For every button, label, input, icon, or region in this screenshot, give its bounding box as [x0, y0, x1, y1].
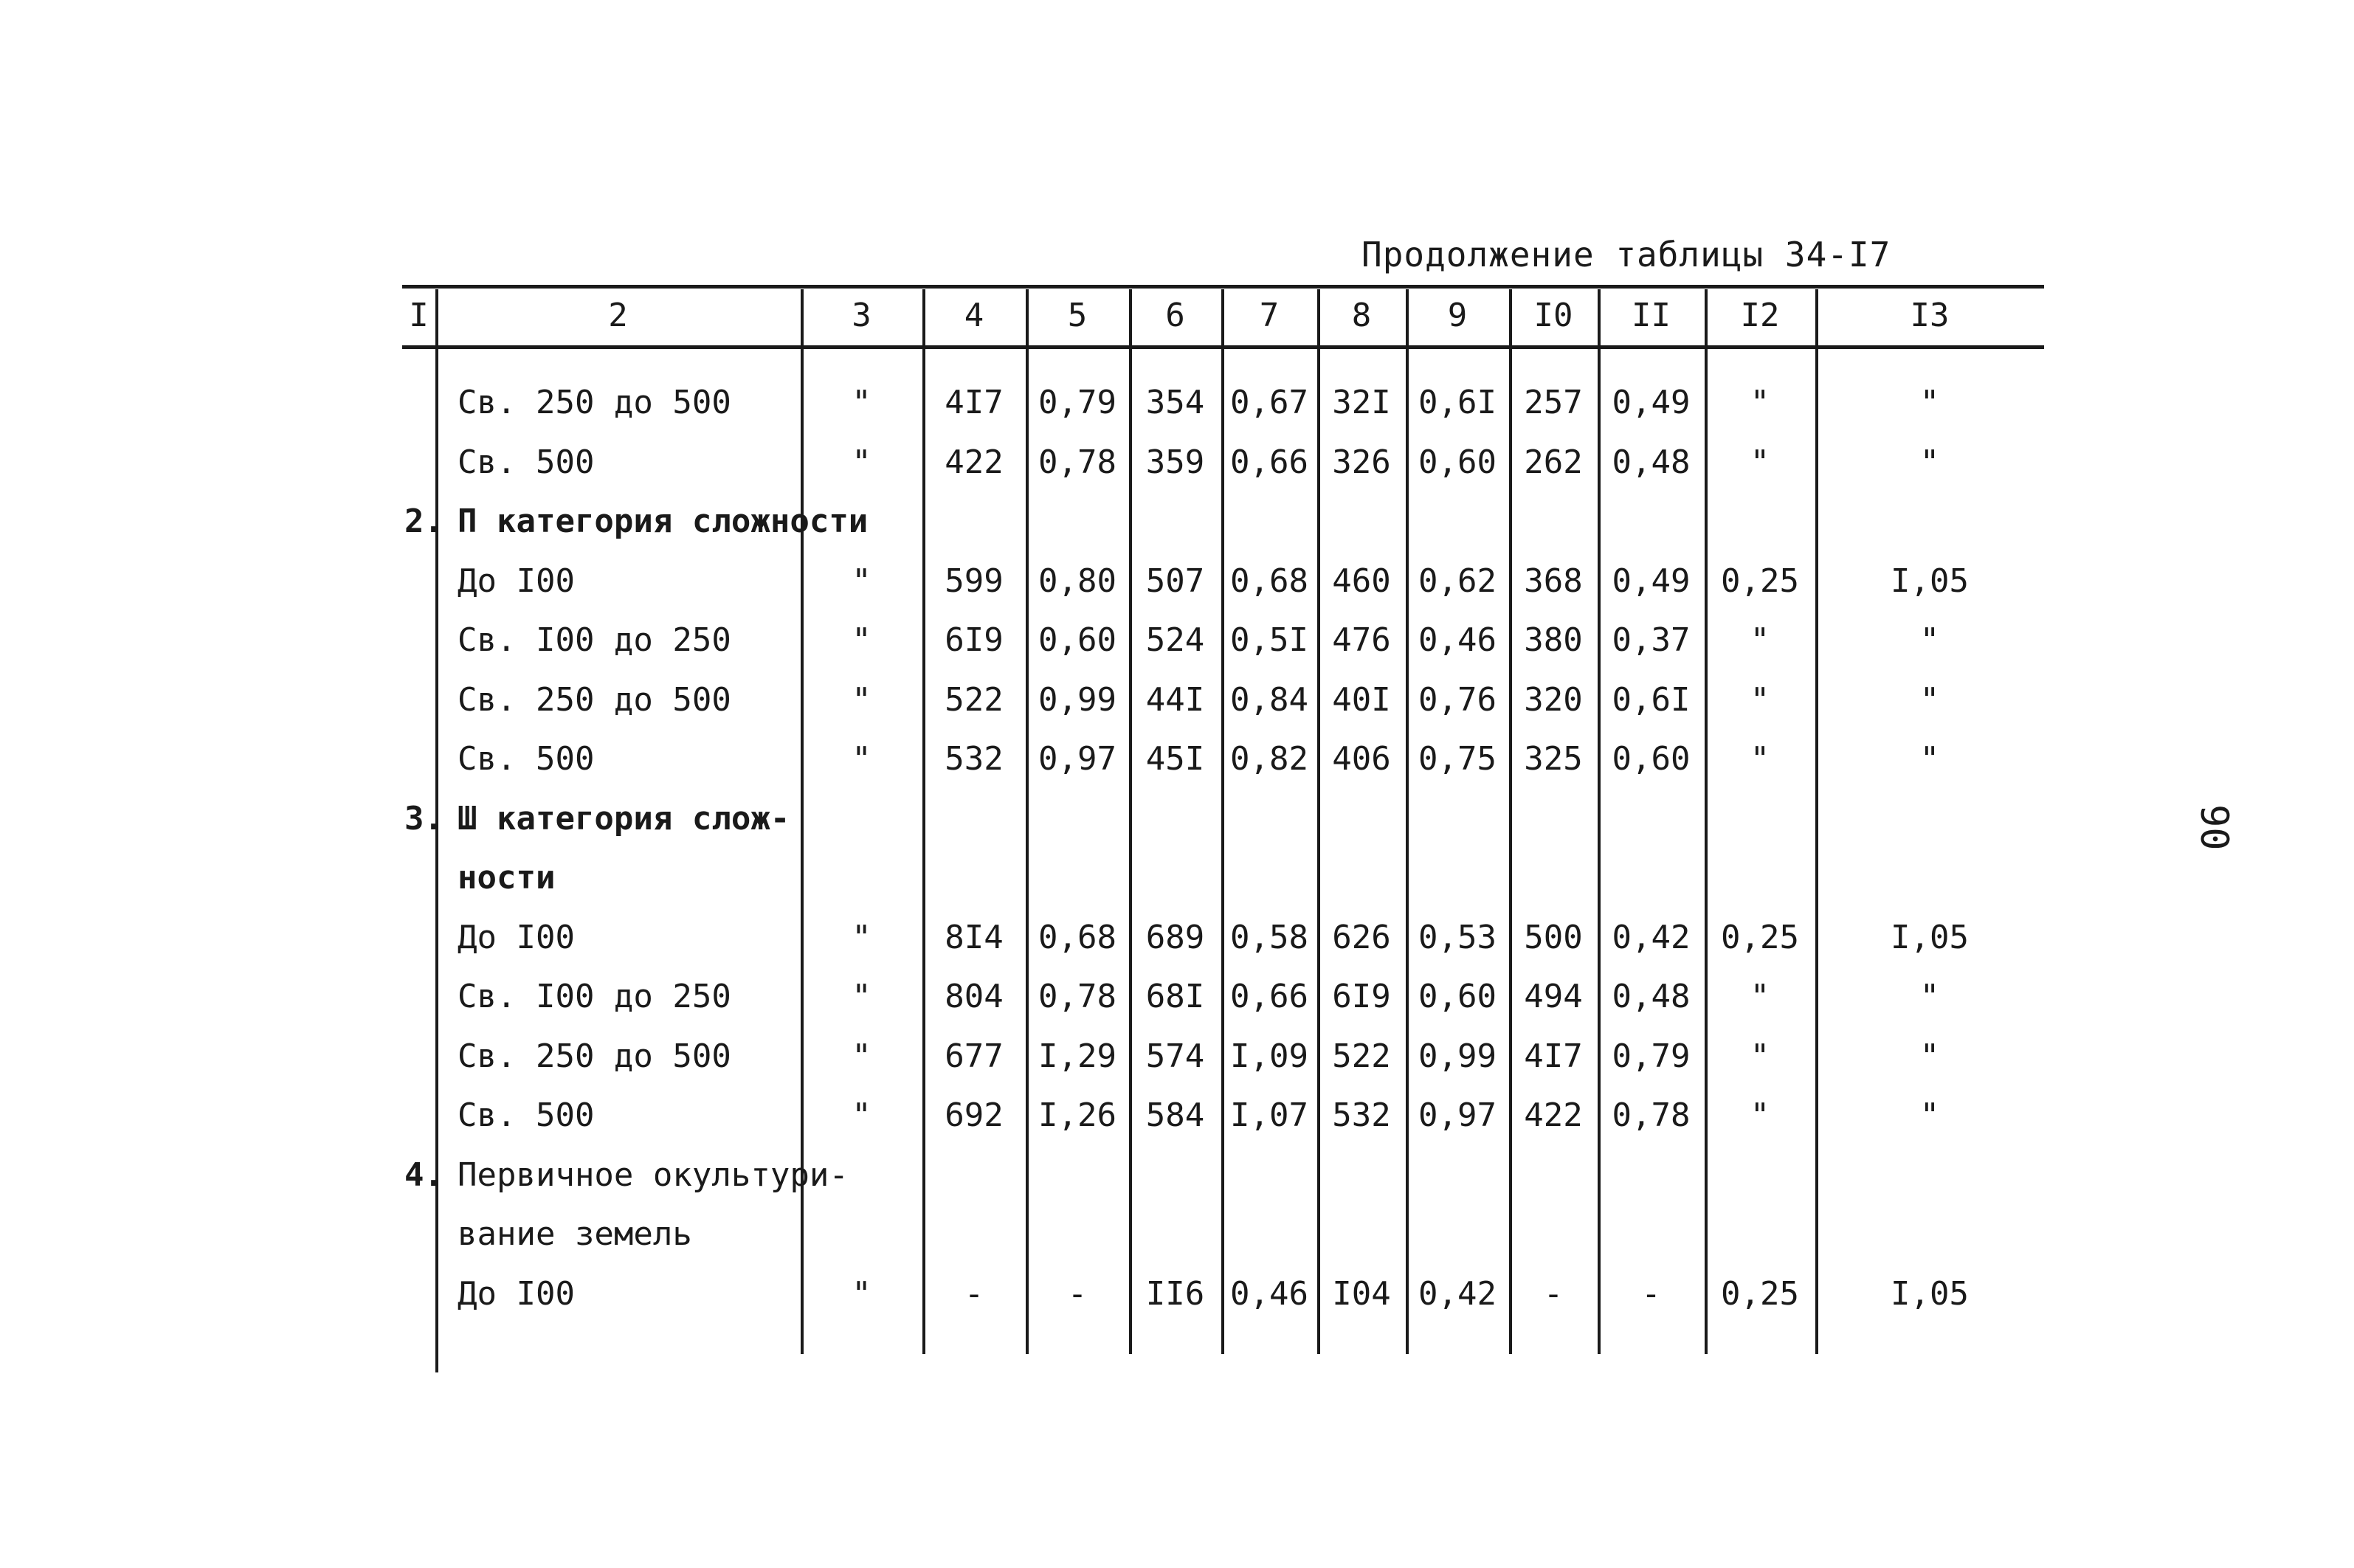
table-cell: "	[852, 740, 871, 778]
table-cell: 40I	[1332, 680, 1391, 719]
table-cell: "	[1919, 740, 1940, 778]
table-cell: 626	[1332, 918, 1391, 956]
table-cell: 476	[1332, 621, 1391, 659]
table-cell: 0,60	[1418, 443, 1497, 481]
column-header: II	[1632, 297, 1671, 334]
table-cell: 0,48	[1612, 443, 1691, 481]
row-label: Св. 250 до 500	[458, 1037, 731, 1075]
table-cell: 0,99	[1038, 680, 1116, 719]
table-cell: "	[1919, 978, 1940, 1015]
table-cell: I04	[1332, 1274, 1391, 1313]
table-cell: 380	[1524, 621, 1583, 659]
table-cell: 524	[1145, 621, 1205, 659]
table-cell: "	[1919, 384, 1940, 421]
table-cell: 0,58	[1230, 918, 1308, 956]
table-cell: 0,62	[1418, 562, 1497, 600]
table-cell: 0,80	[1038, 562, 1116, 600]
table-cell: "	[852, 680, 871, 719]
table-cell: 677	[945, 1037, 1004, 1075]
row-label: Св. 250 до 500	[458, 680, 731, 719]
column-header: 3	[852, 297, 871, 334]
column-header: I	[409, 297, 429, 334]
table-cell: "	[1919, 1096, 1940, 1134]
table-cell: 368	[1524, 562, 1583, 600]
table-cell: 0,42	[1418, 1274, 1497, 1313]
row-number: 3.	[404, 799, 443, 837]
table-cell: 0,60	[1418, 978, 1497, 1015]
table-cell: 0,68	[1230, 562, 1308, 600]
table-cell: "	[852, 384, 871, 421]
table-cell: -	[1543, 1274, 1564, 1313]
table-cell: 0,97	[1418, 1096, 1497, 1134]
table-cell: I,05	[1891, 1274, 1969, 1313]
table-cell: "	[852, 562, 871, 600]
table-cell: I,05	[1891, 562, 1969, 600]
table-cell: 0,68	[1038, 918, 1116, 956]
table-cell: 32I	[1332, 384, 1391, 421]
table-cell: 0,49	[1612, 562, 1691, 600]
column-header: I2	[1740, 297, 1780, 334]
table-cell: 326	[1332, 443, 1391, 481]
table-cell: "	[1750, 443, 1770, 481]
table-cell: "	[1750, 384, 1770, 421]
table-cell: 8I4	[945, 918, 1004, 956]
table-cell: "	[1919, 443, 1940, 481]
row-label: До I00	[458, 562, 575, 600]
table-cell: I,29	[1038, 1037, 1116, 1075]
page-number: 90	[2192, 804, 2236, 851]
table-cell: "	[1750, 740, 1770, 778]
table-cell: 574	[1145, 1037, 1205, 1075]
row-label: П категория сложности	[458, 502, 869, 540]
table-cell: "	[1919, 1037, 1940, 1075]
row-number: 4.	[404, 1156, 443, 1194]
table-cell: 0,97	[1038, 740, 1116, 778]
table-cell: 0,78	[1612, 1096, 1691, 1134]
table-cell: "	[852, 1096, 871, 1134]
table-cell: 522	[1332, 1037, 1391, 1075]
table-cell: 0,46	[1230, 1274, 1308, 1313]
table-cell: 460	[1332, 562, 1391, 600]
table-cell: I,07	[1230, 1096, 1308, 1134]
table-cell: 507	[1145, 562, 1205, 600]
table-cell: 0,78	[1038, 443, 1116, 481]
table-cell: 0,25	[1721, 918, 1799, 956]
column-header: 6	[1165, 297, 1185, 334]
table-cell: 689	[1145, 918, 1205, 956]
column-header: 5	[1067, 297, 1088, 334]
table-cell: 4I7	[945, 384, 1004, 421]
table-cell: 0,49	[1612, 384, 1691, 421]
table-cell: 0,5I	[1230, 621, 1308, 659]
table-cell: 68I	[1145, 978, 1205, 1015]
row-label: Св. 500	[458, 443, 595, 481]
table-cell: "	[852, 918, 871, 956]
table-cell: 45I	[1145, 740, 1205, 778]
row-label: Ш категория слож-	[458, 799, 790, 837]
table-cell: 0,42	[1612, 918, 1691, 956]
row-label: До I00	[458, 918, 575, 956]
table-cell: 0,79	[1612, 1037, 1691, 1075]
table-cell: 0,76	[1418, 680, 1497, 719]
top-rule	[402, 285, 2044, 289]
table-cell: "	[1750, 978, 1770, 1015]
table-cell: 0,75	[1418, 740, 1497, 778]
row-label: Первичное окультури-	[458, 1156, 849, 1194]
table-cell: 0,48	[1612, 978, 1691, 1015]
row-label: Св. 250 до 500	[458, 384, 731, 421]
table-cell: "	[1750, 1096, 1770, 1134]
column-header: I3	[1910, 297, 1950, 334]
table-cell: 0,66	[1230, 443, 1308, 481]
table-cell: 500	[1524, 918, 1583, 956]
row-number: 2.	[404, 502, 443, 540]
table-cell: I,05	[1891, 918, 1969, 956]
row-label: Св. I00 до 250	[458, 978, 731, 1015]
column-header: 4	[964, 297, 984, 334]
column-header: 2	[608, 297, 628, 334]
row-label: Св. 500	[458, 1096, 595, 1134]
table-cell: 325	[1524, 740, 1583, 778]
table-cell: 0,60	[1612, 740, 1691, 778]
table-cell: 494	[1524, 978, 1583, 1015]
table-cell: 0,78	[1038, 978, 1116, 1015]
table-cell: "	[852, 621, 871, 659]
table-cell: 0,37	[1612, 621, 1691, 659]
table-cell: I,09	[1230, 1037, 1308, 1075]
table-cell: 354	[1145, 384, 1205, 421]
table-cell: 0,6I	[1418, 384, 1497, 421]
table-cell: 422	[945, 443, 1004, 481]
table-cell: 262	[1524, 443, 1583, 481]
table-cell: 0,79	[1038, 384, 1116, 421]
table-cell: 692	[945, 1096, 1004, 1134]
table-cell: 257	[1524, 384, 1583, 421]
table-cell: 522	[945, 680, 1004, 719]
table-cell: 0,84	[1230, 680, 1308, 719]
table-cell: "	[1919, 621, 1940, 659]
table-cell: 584	[1145, 1096, 1205, 1134]
table-cell: 0,53	[1418, 918, 1497, 956]
table-cell: 0,66	[1230, 978, 1308, 1015]
table-cell: -	[964, 1274, 984, 1313]
table-cell: 0,25	[1721, 562, 1799, 600]
table-cell: "	[1750, 680, 1770, 719]
row-label: вание земель	[458, 1215, 692, 1253]
table-cell: 532	[1332, 1096, 1391, 1134]
table-cell: 4I7	[1524, 1037, 1583, 1075]
table-cell: "	[852, 1037, 871, 1075]
table-cell: 0,60	[1038, 621, 1116, 659]
table-cell: 422	[1524, 1096, 1583, 1134]
table-cell: 599	[945, 562, 1004, 600]
table-cell: -	[1067, 1274, 1088, 1313]
row-label: До I00	[458, 1274, 575, 1313]
column-header: 8	[1351, 297, 1372, 334]
row-label: ности	[458, 859, 556, 897]
table-caption: Продолжение таблицы 34-I7	[1361, 235, 1891, 274]
table-cell: 804	[945, 978, 1004, 1015]
column-header: I0	[1533, 297, 1573, 334]
table-cell: -	[1641, 1274, 1661, 1313]
table-cell: "	[1750, 621, 1770, 659]
table-cell: "	[852, 1274, 871, 1313]
table-cell: "	[852, 978, 871, 1015]
table-cell: "	[1750, 1037, 1770, 1075]
table-cell: 0,46	[1418, 621, 1497, 659]
column-header: 7	[1259, 297, 1280, 334]
table-cell: 406	[1332, 740, 1391, 778]
table-cell: "	[852, 443, 871, 481]
row-label: Св. I00 до 250	[458, 621, 731, 659]
table-cell: 0,67	[1230, 384, 1308, 421]
row-label: Св. 500	[458, 740, 595, 778]
table-cell: 0,6I	[1612, 680, 1691, 719]
table-cell: 359	[1145, 443, 1205, 481]
table-cell: 0,82	[1230, 740, 1308, 778]
table-cell: "	[1919, 680, 1940, 719]
table-cell: 0,99	[1418, 1037, 1497, 1075]
table-cell: 532	[945, 740, 1004, 778]
table-cell: 0,25	[1721, 1274, 1799, 1313]
table-cell: 6I9	[945, 621, 1004, 659]
table-cell: 6I9	[1332, 978, 1391, 1015]
column-header: 9	[1447, 297, 1468, 334]
table-cell: 44I	[1145, 680, 1205, 719]
table-cell: I,26	[1038, 1096, 1116, 1134]
table-cell: II6	[1145, 1274, 1205, 1313]
table-cell: 320	[1524, 680, 1583, 719]
